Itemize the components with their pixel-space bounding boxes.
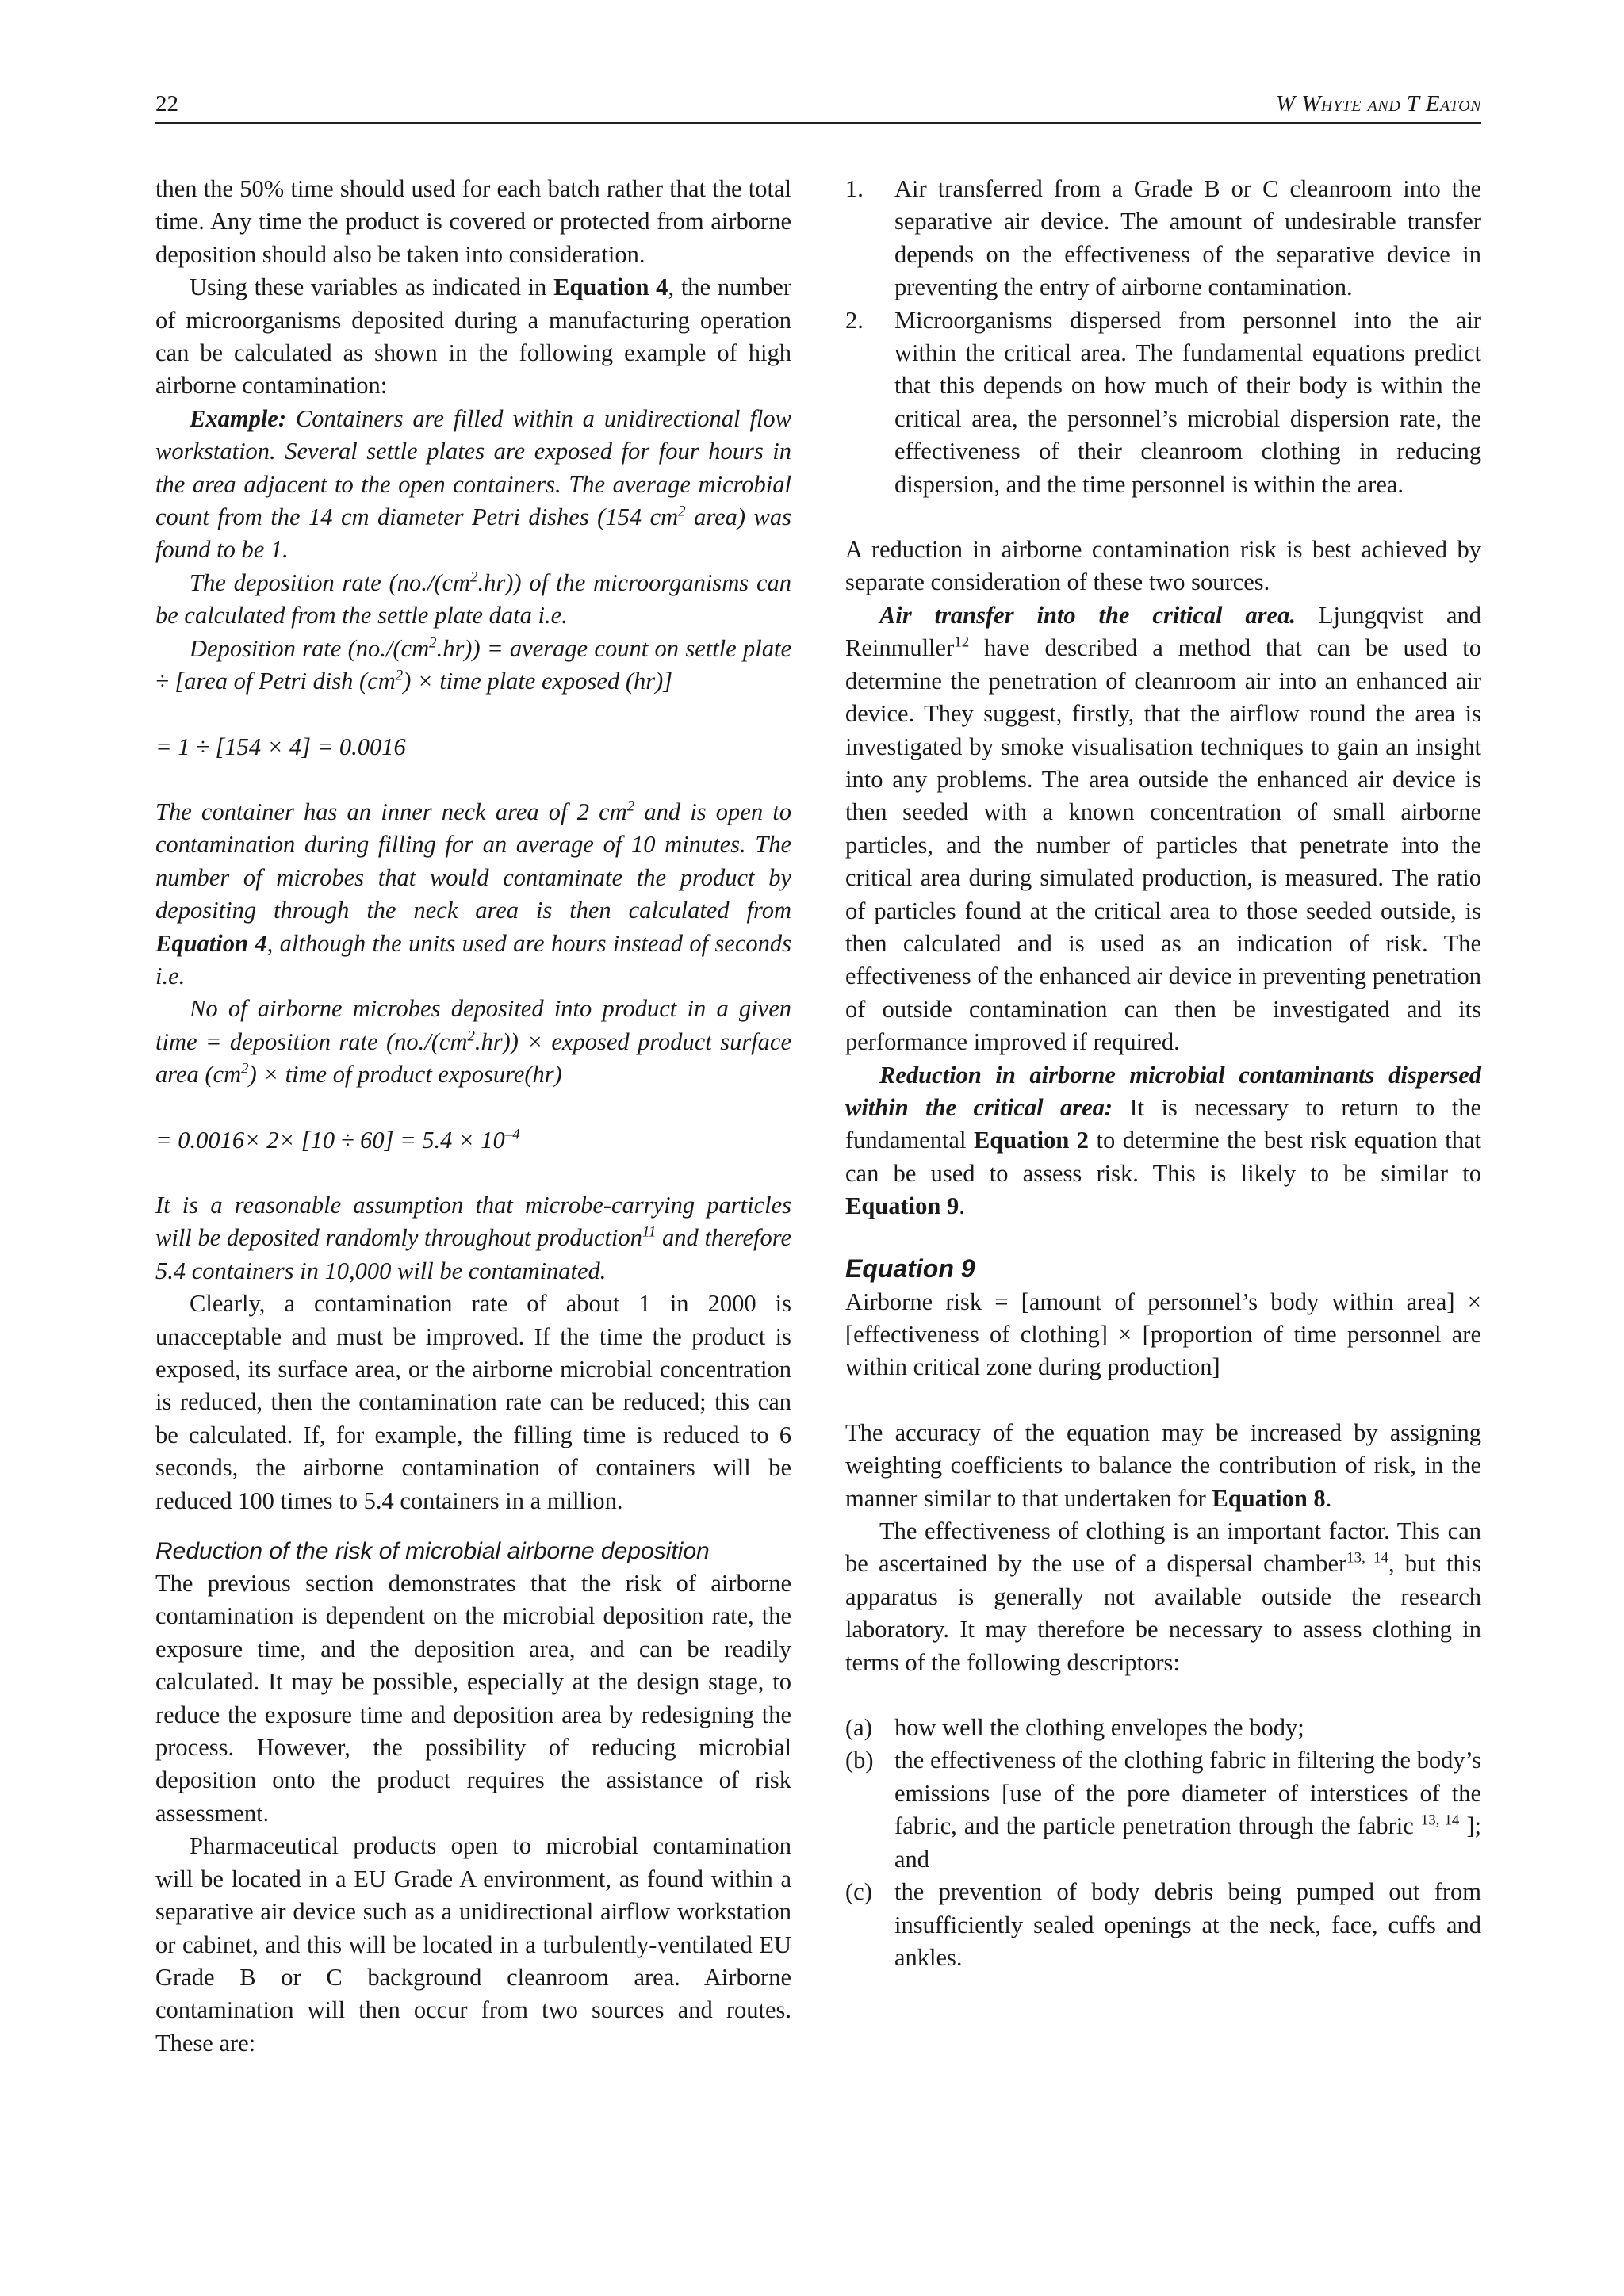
text-run: have described a method that can be used to determine the penetration of cleanroom air into an enhanced air device. They suggest, firstly, that the airflow round the area is investigated by smoke visualisation techniques to gain an insight into any problems. The area outside the enhanced air device is then seeded with a known concentration of small airborne particles, and the number of particles that penetrate into the critical area during simulated production, is measured. The ratio of particles found at the critical area to those seeded outside, is then calculated and is used as an indication of risk. The effectiveness of the enhanced air device in preventing penetration of outside contamination can then be investigated and its performance improved if required. <box>845 634 1481 1056</box>
equation-ref: Equation 9 <box>845 1192 959 1220</box>
equation-ref: Equation 4 <box>155 929 267 957</box>
superscript: 2 <box>241 1060 249 1077</box>
descriptor-list <box>845 1712 1481 1974</box>
run-in-heading: Reduction in airborne microbial contaminants dispersed within the critical area: <box>845 1061 1481 1121</box>
text-run: . <box>959 1192 965 1220</box>
text-run: to determine the best risk equation that can be used to assess risk. This is likely to be similar to <box>845 1127 1481 1187</box>
paragraph: Clearly, a contamination rate of about 1 in 2000 is unacceptable and must be improved. If the time the product is exposed, its surface area, or the airborne microbial concentration is reduced, then the contamination rate can be reduced; this can be calculated. If, for example, the filling time is reduced to 6 seconds, the airborne contamination of containers will be reduced 100 times to 5.4 containers in a million. <box>155 1290 791 1514</box>
superscript: 13, 14 <box>1420 1812 1460 1829</box>
equation-text: Airborne risk = [amount of personnel’s body within area] × [effectiveness of clothing] × [proportion of time personnel are within critical zone during production] <box>845 1288 1481 1381</box>
list-text: ]; and <box>894 1812 1482 1873</box>
spacer <box>155 763 791 796</box>
formula-paragraph <box>155 633 791 698</box>
list-item <box>845 304 1481 501</box>
text-run: The accuracy of the equation may be increased by assigning weighting coefficients to balance the contribution of risk, in the manner similar to that undertaken for <box>845 1418 1481 1512</box>
running-title: W Whyte and T Eaton <box>1275 91 1481 117</box>
paragraph: A reduction in airborne contamination risk is best achieved by separate consideration of these two sources. <box>845 536 1481 596</box>
superscript: 2 <box>395 667 404 684</box>
text-run: .hr)) = average count on settle plate ÷ [area of Petri dish (cm <box>155 634 791 695</box>
superscript: 2 <box>626 798 635 815</box>
paragraph <box>155 567 791 633</box>
paragraph <box>155 271 791 403</box>
text-run: Containers are filled within a unidirectional flow workstation. Several settle plates are exposed for four hours in the area adjacent to the open containers. The average microbial count from the 14 cm diameter Petri dishes (154 cm <box>155 404 791 531</box>
list-item <box>845 1712 1481 1744</box>
paragraph <box>155 796 791 993</box>
text-run: No of airborne microbes deposited into product in a given time = deposition rate (no./(cm <box>155 995 791 1055</box>
calculation <box>155 1124 791 1157</box>
text-run: .hr)) × exposed product surface area (cm <box>155 1027 791 1089</box>
text-run: .hr)) of the microorganisms can be calculated from the settle plate data i.e. <box>155 568 791 629</box>
spacer <box>155 1157 791 1189</box>
paragraph: The previous section demonstrates that the risk of airborne contamination is dependent on the microbial deposition rate, the exposure time, and the deposition area, and can be readily calculated. It may be possible, especially at the design stage, to reduce the exposure time and deposition area by redesigning the process. However, the possibility of reducing microbial deposition onto the product requires the assistance of risk assessment. <box>155 1570 791 1827</box>
calculation: = 1 ÷ [154 × 4] = 0.0016 <box>155 733 406 760</box>
list-text: how well the clothing envelopes the body; <box>894 1714 1304 1742</box>
list-marker: (c) <box>845 1878 872 1906</box>
list-text: Microorganisms dispersed from personnel into the air within the critical area. The fundamental equations predict that this depends on how much of their body is within the critical area, the personnel’s microbial dispersion rate, the effectiveness of their cleanroom clothing in reducing dispersion, and the time personnel is within the area. <box>894 306 1481 498</box>
section-heading: Reduction of the risk of microbial airborne deposition <box>155 1538 710 1565</box>
text-run: Ljungqvist and Reinmuller <box>845 601 1481 662</box>
paragraph <box>845 1059 1481 1223</box>
spacer <box>845 1384 1481 1417</box>
superscript: 12 <box>954 633 970 651</box>
superscript: 2 <box>470 568 478 586</box>
superscript: 2 <box>678 503 686 520</box>
numbered-list <box>845 173 1481 501</box>
list-marker: 2. <box>845 306 864 334</box>
running-header <box>155 82 1481 124</box>
text-run: It is a reasonable assumption that microbe-carrying particles will be deposited randomly throughout production <box>155 1191 791 1252</box>
paragraph <box>155 1189 791 1288</box>
text-run: area) was found to be 1. <box>155 503 791 564</box>
run-in-heading: Air transfer into the critical area. <box>879 601 1296 629</box>
superscript: 2 <box>429 633 437 651</box>
spacer <box>845 1679 1481 1712</box>
text-run: ) × time of product exposure(hr) <box>248 1061 562 1089</box>
example-paragraph <box>155 403 791 567</box>
paragraph <box>845 599 1481 1059</box>
right-column <box>845 173 1481 1974</box>
text-run: , although the units used are hours instead of seconds i.e. <box>155 929 792 989</box>
list-text: Air transferred from a Grade B or C cleanroom into the separative air device. The amount of undesirable transfer depends on the effectiveness of the separative device in preventing the entry of airborne contamination. <box>894 175 1481 301</box>
page-number: 22 <box>155 91 178 117</box>
list-marker: (a) <box>845 1714 872 1742</box>
text-run: = 0.0016× 2× [10 ÷ 60] = 5.4 × 10 <box>155 1126 505 1154</box>
superscript: –4 <box>504 1125 520 1142</box>
equation-heading: Equation 9 <box>845 1253 975 1283</box>
equation-ref: Equation 2 <box>973 1127 1090 1154</box>
formula-paragraph <box>155 993 791 1091</box>
superscript: 11 <box>642 1223 657 1241</box>
equation-ref: Equation 4 <box>553 274 668 301</box>
text-run: Using these variables as indicated in <box>190 274 554 301</box>
text-run: , but this apparatus is generally not available outside the research laboratory. It may therefore be necessary to assess clothing in terms of the following descriptors: <box>845 1550 1482 1676</box>
spacer <box>155 698 791 731</box>
paragraph: then the 50% time should used for each batch rather that the total time. Any time the product is covered or protected from airborne deposition should also be taken into consideration. <box>155 175 791 268</box>
spacer <box>155 1092 791 1124</box>
text-run: It is necessary to return to the fundamental <box>845 1093 1481 1154</box>
superscript: 2 <box>467 1027 475 1045</box>
list-text: the prevention of body debris being pumped out from insufficiently sealed openings at the neck, face, cuffs and ankles. <box>894 1878 1481 1971</box>
text-run: and is open to contamination during filling for an average of 10 minutes. The number of microbes that would contaminate the product by depositing through the neck area is then calculated from <box>155 798 791 924</box>
list-text: the effectiveness of the clothing fabric in filtering the body’s emissions [use of the pore diameter of interstices of the fabric, and the particle penetration through the fabric <box>894 1747 1481 1840</box>
list-marker: (b) <box>845 1747 874 1774</box>
text-run: The deposition rate (no./(cm <box>190 568 471 596</box>
list-item <box>845 1876 1481 1974</box>
left-column <box>155 173 791 2060</box>
spacer <box>845 501 1481 534</box>
list-item <box>845 1744 1481 1876</box>
list-item <box>845 173 1481 304</box>
text-run: and therefore 5.4 containers in 10,000 will be contaminated. <box>155 1224 791 1284</box>
text-run: , the number of microorganisms deposited during a manufacturing operation can be calculated as shown in the following example of high airborne contamination: <box>155 274 791 400</box>
example-label: Example: <box>190 404 286 432</box>
text-run: ) × time plate exposed (hr)] <box>403 668 673 695</box>
equation-ref: Equation 8 <box>1212 1484 1326 1512</box>
list-marker: 1. <box>845 175 864 202</box>
paragraph <box>845 1417 1481 1515</box>
superscript: 13, 14 <box>1346 1549 1388 1567</box>
text-run: . <box>1325 1484 1332 1512</box>
text-run: Deposition rate (no./(cm <box>190 634 430 662</box>
text-run: The container has an inner neck area of 2 cm <box>155 798 627 825</box>
paragraph <box>845 1515 1481 1679</box>
paragraph: Pharmaceutical products open to microbial contamination will be located in a EU Grade A environment, as found within a separative air device such as a unidirectional airflow workstation or cabinet, and this will be located in a turbulently-ventilated EU Grade B or C background cleanroom area. Airborne contamination will then occur from two sources and routes. These are: <box>155 1832 791 2057</box>
text-run: The effectiveness of clothing is an important factor. This can be ascertained by the use of a dispersal chamber <box>845 1517 1481 1578</box>
